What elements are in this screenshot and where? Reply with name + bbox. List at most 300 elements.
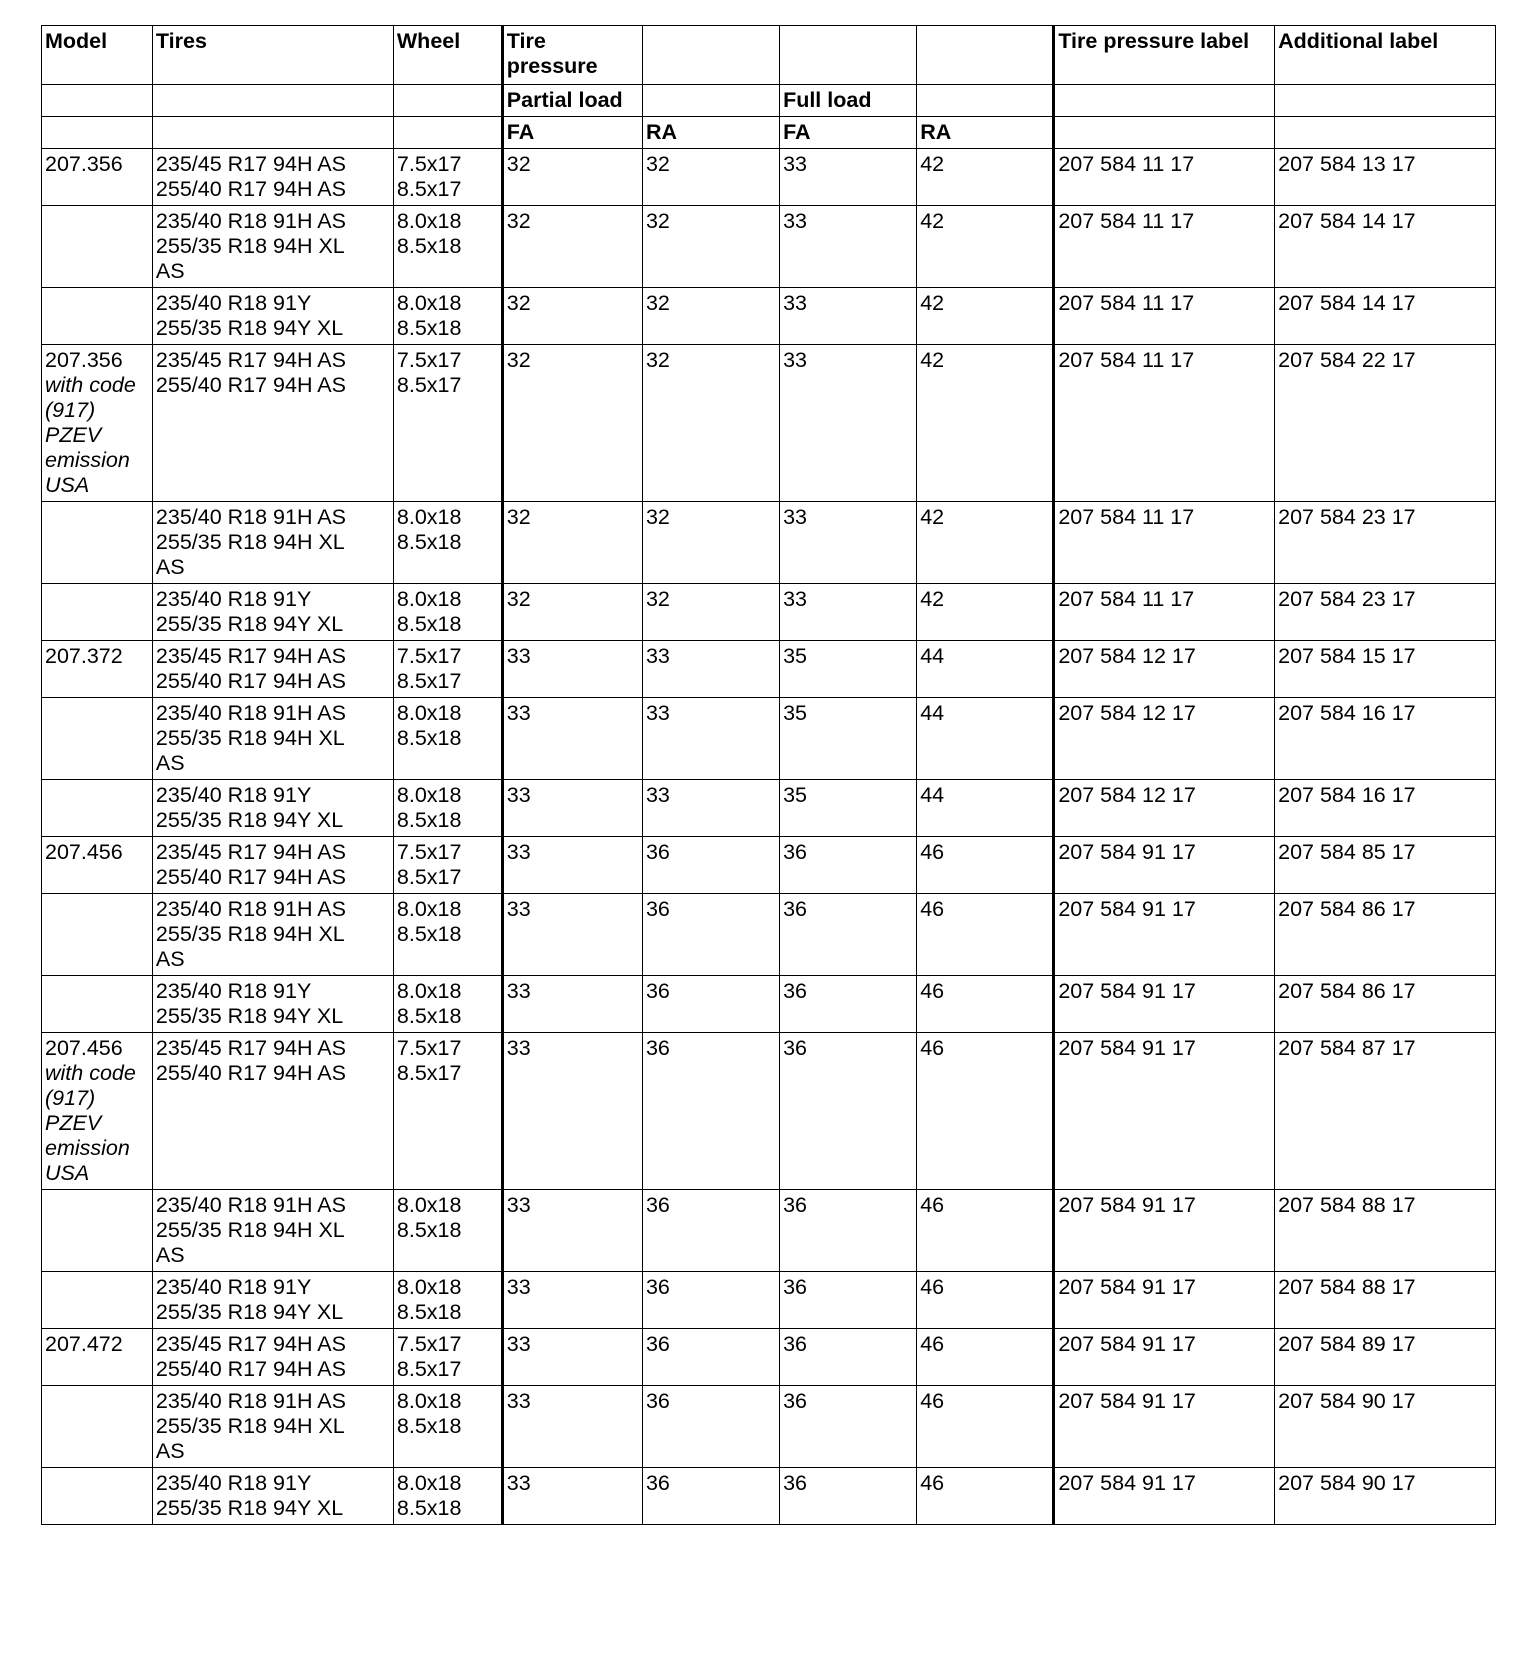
partial-load-fa-cell: 32 bbox=[502, 502, 642, 584]
model-note: emission bbox=[45, 448, 130, 472]
tire-pressure-label-cell: 207 584 12 17 bbox=[1054, 641, 1275, 698]
tire-size: AS bbox=[155, 751, 185, 775]
partial-load-fa-cell: 33 bbox=[502, 1033, 642, 1190]
full-load-ra-cell: 46 bbox=[917, 976, 1054, 1033]
tire-size: 255/40 R17 94H AS bbox=[155, 865, 346, 889]
header-empty-cell bbox=[780, 26, 917, 85]
table-row bbox=[42, 149, 1496, 206]
model-cell bbox=[42, 1272, 153, 1329]
tire-size: 235/40 R18 91Y bbox=[155, 1275, 312, 1299]
tire-pressure-label-cell: 207 584 11 17 bbox=[1054, 584, 1275, 641]
header-partial-load: Partial load bbox=[502, 85, 642, 117]
model-note: PZEV bbox=[45, 1111, 102, 1135]
tire-size: 235/45 R17 94H AS bbox=[155, 840, 346, 864]
wheel-cell bbox=[393, 149, 502, 206]
wheel-size: 8.5x18 bbox=[396, 808, 462, 832]
tire-size: 255/35 R18 94H XL bbox=[155, 530, 345, 554]
tire-size: 255/40 R17 94H AS bbox=[155, 373, 346, 397]
table-row bbox=[42, 584, 1496, 641]
partial-load-ra-cell: 36 bbox=[642, 1272, 779, 1329]
partial-load-ra-cell: 32 bbox=[642, 584, 779, 641]
header-empty-cell bbox=[642, 85, 779, 117]
tire-size: 235/40 R18 91Y bbox=[155, 587, 312, 611]
tire-size: 235/40 R18 91H AS bbox=[155, 1389, 346, 1413]
tire-pressure-label-cell: 207 584 11 17 bbox=[1054, 345, 1275, 502]
additional-label-cell: 207 584 16 17 bbox=[1275, 780, 1496, 837]
additional-label-cell: 207 584 90 17 bbox=[1275, 1386, 1496, 1468]
model-cell bbox=[42, 206, 153, 288]
partial-load-fa-cell: 33 bbox=[502, 1386, 642, 1468]
model-note: (917) bbox=[45, 1086, 96, 1110]
tire-size: 255/35 R18 94H XL bbox=[155, 234, 345, 258]
tires-cell bbox=[152, 1386, 393, 1468]
tire-size: 235/40 R18 91H AS bbox=[155, 209, 346, 233]
header-tires: Tires bbox=[152, 26, 393, 85]
tire-size: 255/40 R17 94H AS bbox=[155, 1061, 346, 1085]
tire-pressure-label-cell: 207 584 91 17 bbox=[1054, 1033, 1275, 1190]
header-empty-cell bbox=[917, 85, 1054, 117]
additional-label-cell: 207 584 15 17 bbox=[1275, 641, 1496, 698]
wheel-cell bbox=[393, 1329, 502, 1386]
model-cell bbox=[42, 837, 153, 894]
header-fa-partial: FA bbox=[502, 117, 642, 149]
wheel-cell bbox=[393, 1468, 502, 1525]
additional-label-cell: 207 584 87 17 bbox=[1275, 1033, 1496, 1190]
table-row bbox=[42, 1272, 1496, 1329]
tire-size: AS bbox=[155, 947, 185, 971]
wheel-size: 7.5x17 bbox=[396, 348, 462, 372]
full-load-ra-cell: 42 bbox=[917, 345, 1054, 502]
wheel-size: 8.0x18 bbox=[396, 1193, 462, 1217]
tires-cell bbox=[152, 894, 393, 976]
partial-load-ra-cell: 36 bbox=[642, 894, 779, 976]
table-row bbox=[42, 1329, 1496, 1386]
wheel-size: 8.5x18 bbox=[396, 726, 462, 750]
additional-label-cell: 207 584 16 17 bbox=[1275, 698, 1496, 780]
full-load-ra-cell: 42 bbox=[917, 206, 1054, 288]
additional-label-cell: 207 584 23 17 bbox=[1275, 584, 1496, 641]
wheel-size: 8.5x18 bbox=[396, 612, 462, 636]
header-row-3 bbox=[42, 117, 1496, 149]
partial-load-fa-cell: 33 bbox=[502, 837, 642, 894]
header-empty-cell bbox=[42, 117, 153, 149]
tire-size: AS bbox=[155, 555, 185, 579]
model-code: 207.456 bbox=[45, 840, 123, 864]
full-load-fa-cell: 33 bbox=[780, 206, 917, 288]
table-row bbox=[42, 698, 1496, 780]
full-load-ra-cell: 44 bbox=[917, 780, 1054, 837]
full-load-ra-cell: 46 bbox=[917, 1468, 1054, 1525]
wheel-size: 8.5x18 bbox=[396, 1496, 462, 1520]
table-row bbox=[42, 1033, 1496, 1190]
wheel-size: 8.5x17 bbox=[396, 1357, 462, 1381]
full-load-ra-cell: 46 bbox=[917, 1272, 1054, 1329]
partial-load-ra-cell: 36 bbox=[642, 1329, 779, 1386]
wheel-size: 8.5x18 bbox=[396, 234, 462, 258]
full-load-fa-cell: 36 bbox=[780, 1468, 917, 1525]
wheel-size: 8.0x18 bbox=[396, 783, 462, 807]
model-cell bbox=[42, 1190, 153, 1272]
partial-load-fa-cell: 33 bbox=[502, 641, 642, 698]
partial-load-ra-cell: 33 bbox=[642, 780, 779, 837]
model-cell bbox=[42, 698, 153, 780]
table-row bbox=[42, 345, 1496, 502]
full-load-ra-cell: 42 bbox=[917, 502, 1054, 584]
table-row bbox=[42, 1386, 1496, 1468]
wheel-size: 8.0x18 bbox=[396, 505, 462, 529]
wheel-cell bbox=[393, 698, 502, 780]
tire-pressure-label-cell: 207 584 91 17 bbox=[1054, 976, 1275, 1033]
model-cell bbox=[42, 894, 153, 976]
wheel-size: 8.5x18 bbox=[396, 316, 462, 340]
tire-pressure-label-cell: 207 584 91 17 bbox=[1054, 894, 1275, 976]
wheel-cell bbox=[393, 1272, 502, 1329]
wheel-size: 8.0x18 bbox=[396, 587, 462, 611]
wheel-size: 8.5x18 bbox=[396, 1218, 462, 1242]
additional-label-cell: 207 584 86 17 bbox=[1275, 894, 1496, 976]
tire-size: 255/35 R18 94H XL bbox=[155, 922, 345, 946]
model-note: USA bbox=[45, 473, 90, 497]
model-note: with code bbox=[45, 1061, 136, 1085]
partial-load-ra-cell: 36 bbox=[642, 1468, 779, 1525]
model-cell bbox=[42, 149, 153, 206]
tire-size: 255/35 R18 94Y XL bbox=[155, 316, 344, 340]
full-load-fa-cell: 36 bbox=[780, 1329, 917, 1386]
tires-cell bbox=[152, 1190, 393, 1272]
partial-load-ra-cell: 36 bbox=[642, 1386, 779, 1468]
full-load-fa-cell: 33 bbox=[780, 288, 917, 345]
wheel-size: 8.5x17 bbox=[396, 669, 462, 693]
model-note: emission bbox=[45, 1136, 130, 1160]
wheel-cell bbox=[393, 206, 502, 288]
tire-pressure-label-cell: 207 584 91 17 bbox=[1054, 1386, 1275, 1468]
tires-cell bbox=[152, 206, 393, 288]
tire-size: 255/40 R17 94H AS bbox=[155, 669, 346, 693]
header-ra-partial: RA bbox=[642, 117, 779, 149]
header-row-2 bbox=[42, 85, 1496, 117]
model-code: 207.356 bbox=[45, 348, 123, 372]
partial-load-ra-cell: 32 bbox=[642, 149, 779, 206]
model-cell bbox=[42, 1033, 153, 1190]
model-note: USA bbox=[45, 1161, 90, 1185]
tire-pressure-label-cell: 207 584 11 17 bbox=[1054, 206, 1275, 288]
wheel-size: 7.5x17 bbox=[396, 644, 462, 668]
additional-label-cell: 207 584 86 17 bbox=[1275, 976, 1496, 1033]
full-load-ra-cell: 44 bbox=[917, 641, 1054, 698]
full-load-fa-cell: 36 bbox=[780, 1190, 917, 1272]
header-tire-pressure-label: Tire pressure label bbox=[1054, 26, 1275, 85]
partial-load-fa-cell: 33 bbox=[502, 1272, 642, 1329]
tires-cell bbox=[152, 584, 393, 641]
tire-size: 255/35 R18 94Y XL bbox=[155, 808, 344, 832]
header-full-load: Full load bbox=[780, 85, 917, 117]
wheel-cell bbox=[393, 1033, 502, 1190]
tire-size: 255/35 R18 94H XL bbox=[155, 1218, 345, 1242]
tires-cell bbox=[152, 149, 393, 206]
table-row bbox=[42, 288, 1496, 345]
full-load-ra-cell: 42 bbox=[917, 288, 1054, 345]
additional-label-cell: 207 584 89 17 bbox=[1275, 1329, 1496, 1386]
additional-label-cell: 207 584 88 17 bbox=[1275, 1190, 1496, 1272]
model-code: 207.456 bbox=[45, 1036, 123, 1060]
header-tire-pressure bbox=[502, 26, 642, 85]
wheel-size: 8.0x18 bbox=[396, 701, 462, 725]
full-load-ra-cell: 42 bbox=[917, 149, 1054, 206]
header-empty-cell bbox=[152, 85, 393, 117]
tires-cell bbox=[152, 698, 393, 780]
partial-load-fa-cell: 32 bbox=[502, 149, 642, 206]
wheel-cell bbox=[393, 1386, 502, 1468]
header-empty-cell bbox=[642, 26, 779, 85]
model-cell bbox=[42, 976, 153, 1033]
full-load-fa-cell: 33 bbox=[780, 502, 917, 584]
header-empty-cell bbox=[42, 85, 153, 117]
header-tire-pressure-line: Tire bbox=[506, 29, 546, 53]
full-load-fa-cell: 36 bbox=[780, 976, 917, 1033]
tires-cell bbox=[152, 345, 393, 502]
table-row bbox=[42, 206, 1496, 288]
tire-pressure-table bbox=[41, 25, 1496, 1525]
model-cell bbox=[42, 1468, 153, 1525]
model-cell bbox=[42, 288, 153, 345]
table-row bbox=[42, 1468, 1496, 1525]
tire-size: 235/40 R18 91Y bbox=[155, 783, 312, 807]
tire-pressure-label-cell: 207 584 12 17 bbox=[1054, 780, 1275, 837]
tire-pressure-label-cell: 207 584 11 17 bbox=[1054, 288, 1275, 345]
tire-size: 235/40 R18 91Y bbox=[155, 979, 312, 1003]
partial-load-fa-cell: 33 bbox=[502, 780, 642, 837]
table-row bbox=[42, 502, 1496, 584]
tire-size: 255/35 R18 94H XL bbox=[155, 1414, 345, 1438]
tire-size: 255/35 R18 94Y XL bbox=[155, 1004, 344, 1028]
additional-label-cell: 207 584 90 17 bbox=[1275, 1468, 1496, 1525]
header-model: Model bbox=[42, 26, 153, 85]
partial-load-fa-cell: 32 bbox=[502, 584, 642, 641]
tire-size: 235/40 R18 91H AS bbox=[155, 701, 346, 725]
tire-size: 235/40 R18 91Y bbox=[155, 1471, 312, 1495]
full-load-ra-cell: 42 bbox=[917, 584, 1054, 641]
partial-load-fa-cell: 32 bbox=[502, 345, 642, 502]
tire-pressure-label-cell: 207 584 91 17 bbox=[1054, 1468, 1275, 1525]
full-load-fa-cell: 35 bbox=[780, 641, 917, 698]
partial-load-ra-cell: 32 bbox=[642, 502, 779, 584]
full-load-fa-cell: 36 bbox=[780, 1033, 917, 1190]
partial-load-ra-cell: 36 bbox=[642, 1190, 779, 1272]
tire-size: 235/40 R18 91H AS bbox=[155, 897, 346, 921]
tire-size: AS bbox=[155, 1439, 185, 1463]
tires-cell bbox=[152, 1468, 393, 1525]
partial-load-fa-cell: 33 bbox=[502, 1468, 642, 1525]
wheel-cell bbox=[393, 1190, 502, 1272]
partial-load-ra-cell: 32 bbox=[642, 206, 779, 288]
header-empty-cell bbox=[1275, 117, 1496, 149]
table-row bbox=[42, 976, 1496, 1033]
additional-label-cell: 207 584 14 17 bbox=[1275, 206, 1496, 288]
model-cell bbox=[42, 1329, 153, 1386]
model-cell bbox=[42, 345, 153, 502]
partial-load-ra-cell: 33 bbox=[642, 698, 779, 780]
tire-size: AS bbox=[155, 1243, 185, 1267]
partial-load-ra-cell: 32 bbox=[642, 345, 779, 502]
wheel-size: 7.5x17 bbox=[396, 840, 462, 864]
partial-load-ra-cell: 32 bbox=[642, 288, 779, 345]
additional-label-cell: 207 584 23 17 bbox=[1275, 502, 1496, 584]
full-load-fa-cell: 36 bbox=[780, 1272, 917, 1329]
wheel-size: 8.0x18 bbox=[396, 897, 462, 921]
wheel-size: 8.0x18 bbox=[396, 1471, 462, 1495]
tire-size: 235/45 R17 94H AS bbox=[155, 1036, 346, 1060]
tire-size: 255/35 R18 94Y XL bbox=[155, 1300, 344, 1324]
partial-load-fa-cell: 32 bbox=[502, 288, 642, 345]
tires-cell bbox=[152, 288, 393, 345]
wheel-cell bbox=[393, 894, 502, 976]
partial-load-fa-cell: 32 bbox=[502, 206, 642, 288]
model-note: PZEV bbox=[45, 423, 102, 447]
tire-size: 235/45 R17 94H AS bbox=[155, 644, 346, 668]
table-row bbox=[42, 641, 1496, 698]
partial-load-fa-cell: 33 bbox=[502, 1329, 642, 1386]
tire-pressure-label-cell: 207 584 11 17 bbox=[1054, 502, 1275, 584]
header-ra-full: RA bbox=[917, 117, 1054, 149]
header-empty-cell bbox=[1054, 85, 1275, 117]
full-load-fa-cell: 36 bbox=[780, 837, 917, 894]
model-code: 207.356 bbox=[45, 152, 123, 176]
tire-size: 235/45 R17 94H AS bbox=[155, 152, 346, 176]
wheel-size: 8.0x18 bbox=[396, 979, 462, 1003]
table-row bbox=[42, 894, 1496, 976]
tire-size: 255/35 R18 94Y XL bbox=[155, 612, 344, 636]
table-row bbox=[42, 837, 1496, 894]
wheel-size: 8.0x18 bbox=[396, 291, 462, 315]
tire-size: 235/40 R18 91Y bbox=[155, 291, 312, 315]
wheel-cell bbox=[393, 584, 502, 641]
full-load-ra-cell: 44 bbox=[917, 698, 1054, 780]
additional-label-cell: 207 584 13 17 bbox=[1275, 149, 1496, 206]
wheel-size: 7.5x17 bbox=[396, 152, 462, 176]
wheel-cell bbox=[393, 288, 502, 345]
wheel-size: 7.5x17 bbox=[396, 1036, 462, 1060]
header-empty-cell bbox=[917, 26, 1054, 85]
additional-label-cell: 207 584 85 17 bbox=[1275, 837, 1496, 894]
partial-load-fa-cell: 33 bbox=[502, 1190, 642, 1272]
header-empty-cell bbox=[393, 85, 502, 117]
full-load-ra-cell: 46 bbox=[917, 1190, 1054, 1272]
tires-cell bbox=[152, 1272, 393, 1329]
wheel-size: 8.5x18 bbox=[396, 1300, 462, 1324]
tires-cell bbox=[152, 502, 393, 584]
partial-load-fa-cell: 33 bbox=[502, 976, 642, 1033]
full-load-fa-cell: 35 bbox=[780, 780, 917, 837]
partial-load-fa-cell: 33 bbox=[502, 894, 642, 976]
tire-pressure-label-cell: 207 584 91 17 bbox=[1054, 837, 1275, 894]
wheel-cell bbox=[393, 641, 502, 698]
wheel-size: 8.5x17 bbox=[396, 373, 462, 397]
full-load-fa-cell: 33 bbox=[780, 149, 917, 206]
tire-size: 235/45 R17 94H AS bbox=[155, 1332, 346, 1356]
tires-cell bbox=[152, 641, 393, 698]
tire-size: 255/35 R18 94H XL bbox=[155, 726, 345, 750]
model-cell bbox=[42, 584, 153, 641]
full-load-fa-cell: 33 bbox=[780, 345, 917, 502]
header-empty-cell bbox=[1275, 85, 1496, 117]
wheel-size: 7.5x17 bbox=[396, 1332, 462, 1356]
additional-label-cell: 207 584 88 17 bbox=[1275, 1272, 1496, 1329]
wheel-size: 8.5x18 bbox=[396, 530, 462, 554]
header-row-1 bbox=[42, 26, 1496, 85]
partial-load-ra-cell: 36 bbox=[642, 1033, 779, 1190]
tires-cell bbox=[152, 780, 393, 837]
full-load-ra-cell: 46 bbox=[917, 1329, 1054, 1386]
wheel-size: 8.5x18 bbox=[396, 1004, 462, 1028]
full-load-fa-cell: 35 bbox=[780, 698, 917, 780]
model-cell bbox=[42, 502, 153, 584]
wheel-cell bbox=[393, 780, 502, 837]
tire-size: 235/45 R17 94H AS bbox=[155, 348, 346, 372]
tire-pressure-label-cell: 207 584 11 17 bbox=[1054, 149, 1275, 206]
tire-pressure-label-cell: 207 584 91 17 bbox=[1054, 1329, 1275, 1386]
header-tire-pressure-line: pressure bbox=[506, 54, 598, 78]
model-code: 207.472 bbox=[45, 1332, 123, 1356]
wheel-cell bbox=[393, 837, 502, 894]
full-load-ra-cell: 46 bbox=[917, 894, 1054, 976]
wheel-size: 8.0x18 bbox=[396, 209, 462, 233]
wheel-cell bbox=[393, 345, 502, 502]
partial-load-ra-cell: 33 bbox=[642, 641, 779, 698]
partial-load-fa-cell: 33 bbox=[502, 698, 642, 780]
wheel-size: 8.5x18 bbox=[396, 922, 462, 946]
tires-cell bbox=[152, 1329, 393, 1386]
table-row bbox=[42, 1190, 1496, 1272]
tires-cell bbox=[152, 837, 393, 894]
header-wheel: Wheel bbox=[393, 26, 502, 85]
tire-size: 235/40 R18 91H AS bbox=[155, 505, 346, 529]
header-fa-full: FA bbox=[780, 117, 917, 149]
table-row bbox=[42, 780, 1496, 837]
full-load-ra-cell: 46 bbox=[917, 1386, 1054, 1468]
full-load-ra-cell: 46 bbox=[917, 837, 1054, 894]
additional-label-cell: 207 584 14 17 bbox=[1275, 288, 1496, 345]
model-note: with code bbox=[45, 373, 136, 397]
header-empty-cell bbox=[1054, 117, 1275, 149]
tire-size: 255/40 R17 94H AS bbox=[155, 177, 346, 201]
model-code: 207.372 bbox=[45, 644, 123, 668]
tire-size: 255/35 R18 94Y XL bbox=[155, 1496, 344, 1520]
model-note: (917) bbox=[45, 398, 96, 422]
tire-size: 255/40 R17 94H AS bbox=[155, 1357, 346, 1381]
model-cell bbox=[42, 641, 153, 698]
tire-pressure-label-cell: 207 584 91 17 bbox=[1054, 1272, 1275, 1329]
wheel-size: 8.5x18 bbox=[396, 1414, 462, 1438]
model-cell bbox=[42, 1386, 153, 1468]
tires-cell bbox=[152, 1033, 393, 1190]
partial-load-ra-cell: 36 bbox=[642, 837, 779, 894]
header-empty-cell bbox=[393, 117, 502, 149]
wheel-size: 8.5x17 bbox=[396, 865, 462, 889]
wheel-size: 8.0x18 bbox=[396, 1275, 462, 1299]
wheel-cell bbox=[393, 976, 502, 1033]
full-load-ra-cell: 46 bbox=[917, 1033, 1054, 1190]
tire-pressure-label-cell: 207 584 12 17 bbox=[1054, 698, 1275, 780]
full-load-fa-cell: 36 bbox=[780, 1386, 917, 1468]
wheel-size: 8.5x17 bbox=[396, 177, 462, 201]
partial-load-ra-cell: 36 bbox=[642, 976, 779, 1033]
full-load-fa-cell: 36 bbox=[780, 894, 917, 976]
full-load-fa-cell: 33 bbox=[780, 584, 917, 641]
tire-size: AS bbox=[155, 259, 185, 283]
wheel-size: 8.0x18 bbox=[396, 1389, 462, 1413]
tire-size: 235/40 R18 91H AS bbox=[155, 1193, 346, 1217]
model-cell bbox=[42, 780, 153, 837]
